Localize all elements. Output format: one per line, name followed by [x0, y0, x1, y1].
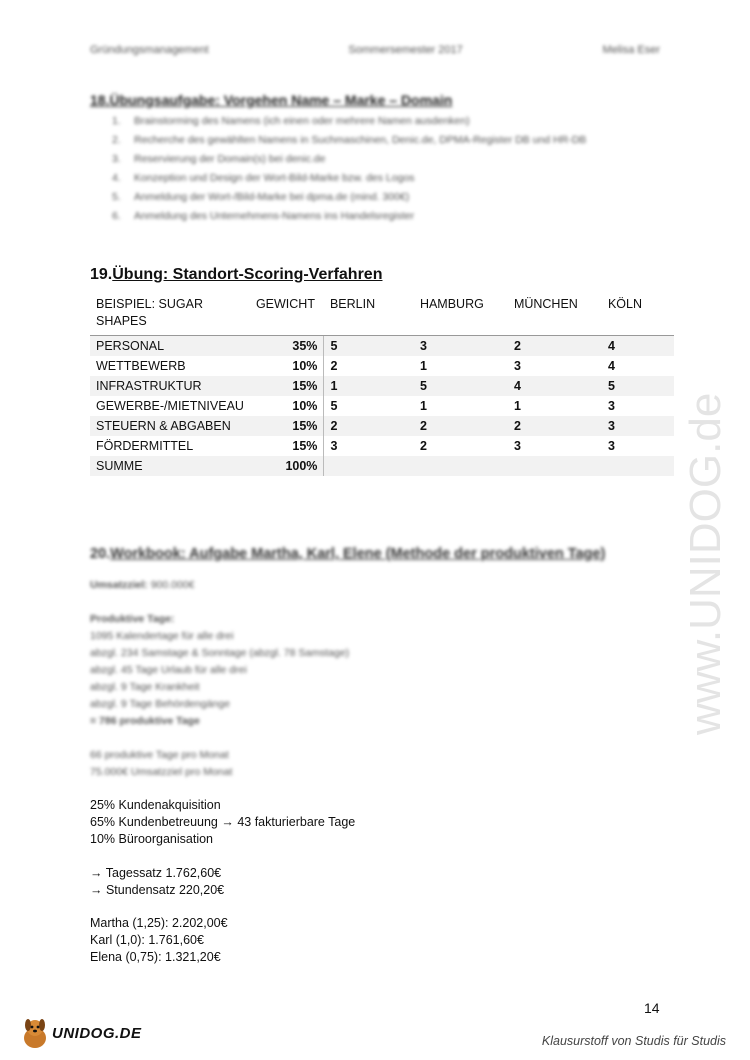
weight-cell: 15%	[250, 436, 324, 456]
unidog-logo	[20, 1016, 142, 1050]
score-muenchen: 4	[508, 376, 602, 396]
watermark	[676, 280, 736, 740]
persons-block: Martha (1,25): 2.202,00€ Karl (1,0): 1.761,60€ Elena (0,75): 1.321,20€	[90, 916, 228, 964]
list-item: 3. Reservierung der Domain(s) bei denic.de	[112, 153, 326, 165]
score-muenchen: 2	[508, 416, 602, 436]
row-label: WETTBEWERB	[96, 359, 186, 373]
footer-tagline: Klausurstoff von Studis für Studis	[541, 1034, 726, 1048]
produktive-tage-block: Produktive Tage: 1095 Kalendertage für alle drei abzgl. 234 Samstage & Sonntage (abzgl. 78 Samstage) abzgl. 45 Tage Urlaub für alle drei abzgl. 9 Tage Krankheit abzgl. 9 Tage Behördengänge = 786 produktive Tage	[90, 613, 350, 727]
list-item: 2. Recherche des gewählten Namens in Suchmaschinen, Denic.de, DPMA-Register DB und HR-DB	[112, 134, 587, 146]
list-item: 1. Brainstorming des Namens (ich einen oder mehrere Namen ausdenken)	[112, 115, 470, 127]
allocation-block: 25% Kundenakquisition 65% Kundenbetreuung → 43 fakturierbare Tage 10% Büroorganisation	[90, 798, 356, 846]
score-berlin: 1	[324, 376, 414, 396]
column-header: KÖLN	[602, 294, 674, 336]
score-koeln: 3	[607, 439, 615, 453]
row-label: INFRASTRUKTUR	[90, 376, 250, 396]
list-item: 6. Anmeldung des Unternehmens-Namens ins Handelsregister	[112, 210, 415, 222]
score-hamburg	[414, 456, 508, 476]
column-header: BERLIN	[324, 294, 414, 336]
score-koeln: 4	[602, 336, 674, 357]
row-label: SUMME	[90, 456, 250, 476]
section18-title: 18.Übungsaufgabe: Vorgehen Name – Marke – Domain	[90, 92, 453, 108]
header-course: Gründungsmanagement	[90, 44, 209, 56]
score-muenchen: 3	[513, 359, 521, 373]
section19-number: 19.	[90, 266, 113, 283]
score-berlin	[324, 456, 414, 476]
table-row	[90, 436, 674, 456]
row-label: STEUERN & ABGABEN	[90, 416, 250, 436]
score-berlin: 5	[330, 399, 338, 413]
list-item: 4. Konzeption und Design der Wort-Bild-Marke bzw. des Logos	[112, 172, 415, 184]
column-header: GEWICHT	[250, 294, 324, 336]
table-row	[90, 456, 674, 476]
score-hamburg: 1	[419, 359, 427, 373]
column-header: BEISPIEL: SUGAR SHAPES	[90, 294, 250, 336]
logo-text: UNIDOG.DE	[52, 1024, 142, 1042]
page-header	[90, 44, 660, 56]
table-row	[90, 396, 674, 416]
list-item: 5. Anmeldung der Wort-/Bild-Marke bei dpma.de (mind. 300€)	[112, 191, 410, 203]
score-muenchen: 3	[513, 439, 521, 453]
column-header: MÜNCHEN	[508, 294, 602, 336]
section18-list	[112, 112, 586, 226]
score-muenchen: 2	[508, 336, 602, 357]
header-semester: Sommersemester 2017	[348, 44, 463, 56]
watermark-text: www.UNIDOG.de	[681, 392, 730, 735]
section19-title	[90, 266, 382, 284]
score-berlin: 5	[324, 336, 414, 357]
column-header: HAMBURG	[414, 294, 508, 336]
table-row	[90, 356, 674, 376]
table-row	[90, 376, 674, 396]
score-hamburg: 5	[414, 376, 508, 396]
score-koeln: 3	[607, 399, 615, 413]
score-koeln: 3	[602, 416, 674, 436]
score-muenchen	[508, 456, 602, 476]
row-label: GEWERBE-/MIETNIVEAU	[96, 399, 244, 413]
table-row	[90, 336, 674, 357]
header-author: Melisa Eser	[602, 44, 660, 56]
umsatzziel-line: Umsatzziel: 900.000€	[90, 579, 195, 591]
score-berlin: 2	[330, 359, 338, 373]
score-berlin: 2	[324, 416, 414, 436]
weight-cell: 15%	[250, 416, 324, 436]
score-koeln	[602, 456, 674, 476]
section19-title-text: Übung: Standort-Scoring-Verfahren	[112, 266, 383, 283]
score-koeln: 4	[607, 359, 615, 373]
weight-cell: 15%	[250, 376, 324, 396]
score-berlin: 3	[330, 439, 338, 453]
score-hamburg: 2	[419, 439, 427, 453]
score-muenchen: 1	[513, 399, 521, 413]
dog-icon	[20, 1016, 50, 1050]
row-label: PERSONAL	[90, 336, 250, 357]
monthly-block: 66 produktive Tage pro Monat 75.000€ Umsatzziel pro Monat	[90, 749, 233, 778]
weight-cell: 10%	[250, 396, 324, 416]
section20-title: 20.Workbook: Aufgabe Martha, Karl, Elene (Methode der produktiven Tage)	[90, 546, 606, 562]
weight-cell: 10%	[250, 356, 324, 376]
score-hamburg: 1	[419, 399, 427, 413]
score-hamburg: 2	[414, 416, 508, 436]
scoring-table	[90, 294, 674, 476]
weight-cell: 35%	[250, 336, 324, 357]
table-row	[90, 416, 674, 436]
score-koeln: 5	[602, 376, 674, 396]
rates-block: → Tagessatz 1.762,60€ → Stundensatz 220,20€	[90, 866, 225, 897]
weight-cell: 100%	[250, 456, 324, 476]
page-number: 14	[644, 1000, 660, 1016]
table-header-row	[90, 294, 674, 336]
score-hamburg: 3	[414, 336, 508, 357]
row-label: FÖRDERMITTEL	[96, 439, 194, 453]
